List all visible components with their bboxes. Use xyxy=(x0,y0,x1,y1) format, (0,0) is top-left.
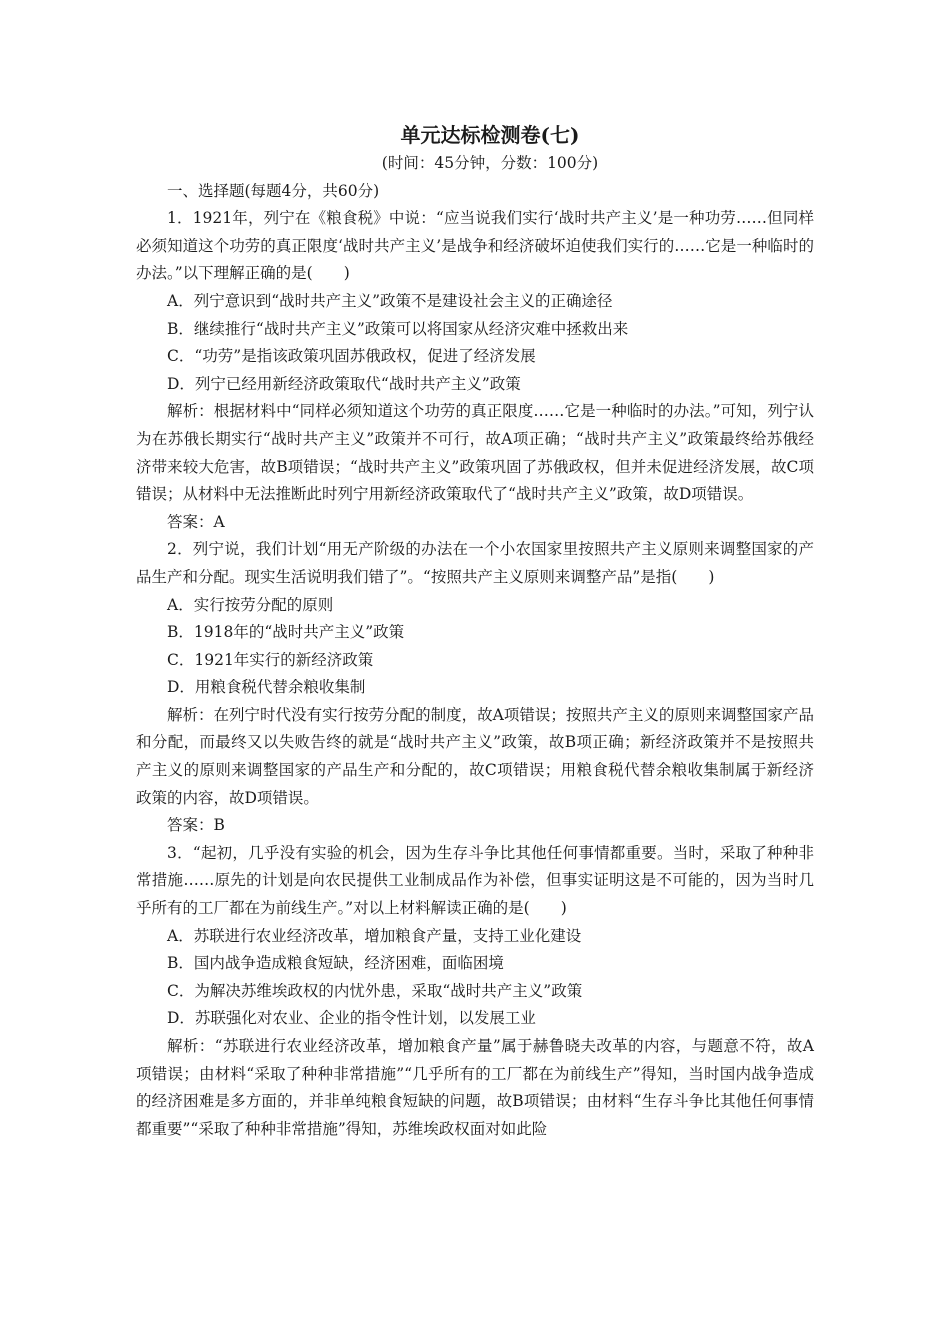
option-d: D．用粮食税代替余粮收集制 xyxy=(167,678,366,697)
option-a: A．实行按劳分配的原则 xyxy=(167,595,334,614)
analysis: 解析：在列宁时代没有实行按劳分配的制度，故A项错误；按照共产主义的原则来调整国家产品和分配，而最终又以失败告终的就是“战时共产主义”政策，故B项正确；新经济政策并不是按照共产主义的原则来调整国家的产品生产和分配的，故C项错误；用粮食税代替余粮收集制属于新经济政策的内容，故D项错误。 xyxy=(136,705,814,807)
option-b: B．1918年的“战时共产主义”政策 xyxy=(167,623,405,642)
exam-info: (时间：45分钟，分数：100分) xyxy=(381,154,599,172)
analysis: 解析：“苏联进行农业经济改革，增加粮食产量”属于赫鲁晓夫改革的内容，与题意不符，故A项错误；由材料“采取了种种非常措施”“几乎所有的工厂都在为前线生产”得知，当时国内战争造成的经济困难是多方面的，并非单纯粮食短缺的问题，故B项错误；由材料“生存斗争比其他任何事情都重要”“采取了种种非常措施”得知，苏维埃政权面对如此险 xyxy=(136,1037,814,1138)
question-1 xyxy=(136,205,814,536)
option-b: B．继续推行“战时共产主义”政策可以将国家从经济灾难中拯救出来 xyxy=(167,319,629,338)
option-a: A．苏联进行农业经济改革，增加粮食产量，支持工业化建设 xyxy=(167,926,582,945)
section-heading: 一、选择题(每题4分，共60分) xyxy=(167,181,380,200)
document-content xyxy=(136,120,814,1143)
option-c: C．1921年实行的新经济政策 xyxy=(167,650,374,669)
option-c: C．“功劳”是指该政策巩固苏俄政权，促进了经济发展 xyxy=(167,347,536,366)
answer: 答案：B xyxy=(167,816,225,835)
question-stem: 1．1921年，列宁在《粮食税》中说：“应当说我们实行‘战时共产主义’是一种功劳……但同样必须知道这个功劳的真正限度‘战时共产主义’是战争和经济破坏迫使我们实行的……它是一种临时的办法。”以下理解正确的是( ) xyxy=(136,209,814,283)
question-2 xyxy=(136,536,814,840)
option-c: C．为解决苏维埃政权的内忧外患，采取“战时共产主义”政策 xyxy=(167,981,583,1000)
question-stem: 2．列宁说，我们计划“用无产阶级的办法在一个小农国家里按照共产主义原则来调整国家的产品生产和分配。现实生活说明我们错了”。“按照共产主义原则来调整产品”是指( ) xyxy=(136,540,814,586)
option-d: D．苏联强化对农业、企业的指令性计划，以发展工业 xyxy=(167,1009,536,1028)
analysis: 解析：根据材料中“同样必须知道这个功劳的真正限度……它是一种临时的办法。”可知，列宁认为在苏俄长期实行“战时共产主义”政策并不可行，故A项正确；“战时共产主义”政策最终给苏俄经济带来较大危害，故B项错误；“战时共产主义”政策巩固了苏俄政权，但并未促进经济发展，故C项错误；从材料中无法推断此时列宁用新经济政策取代了“战时共产主义”政策，故D项错误。 xyxy=(136,402,814,504)
option-d: D．列宁已经用新经济政策取代“战时共产主义”政策 xyxy=(167,374,521,393)
page-title: 单元达标检测卷(七) xyxy=(400,123,580,147)
option-b: B．国内战争造成粮食短缺，经济困难，面临困境 xyxy=(167,954,504,973)
answer: 答案：A xyxy=(167,512,225,531)
option-a: A．列宁意识到“战时共产主义”政策不是建设社会主义的正确途径 xyxy=(167,291,613,310)
question-3 xyxy=(136,840,814,1144)
question-stem: 3．“起初，几乎没有实验的机会，因为生存斗争比其他任何事情都重要。当时，采取了种种非常措施……原先的计划是向农民提供工业制成品作为补偿，但事实证明这是不可能的，因为当时几乎所有的工厂都在为前线生产。”对以上材料解读正确的是( ) xyxy=(136,843,814,918)
